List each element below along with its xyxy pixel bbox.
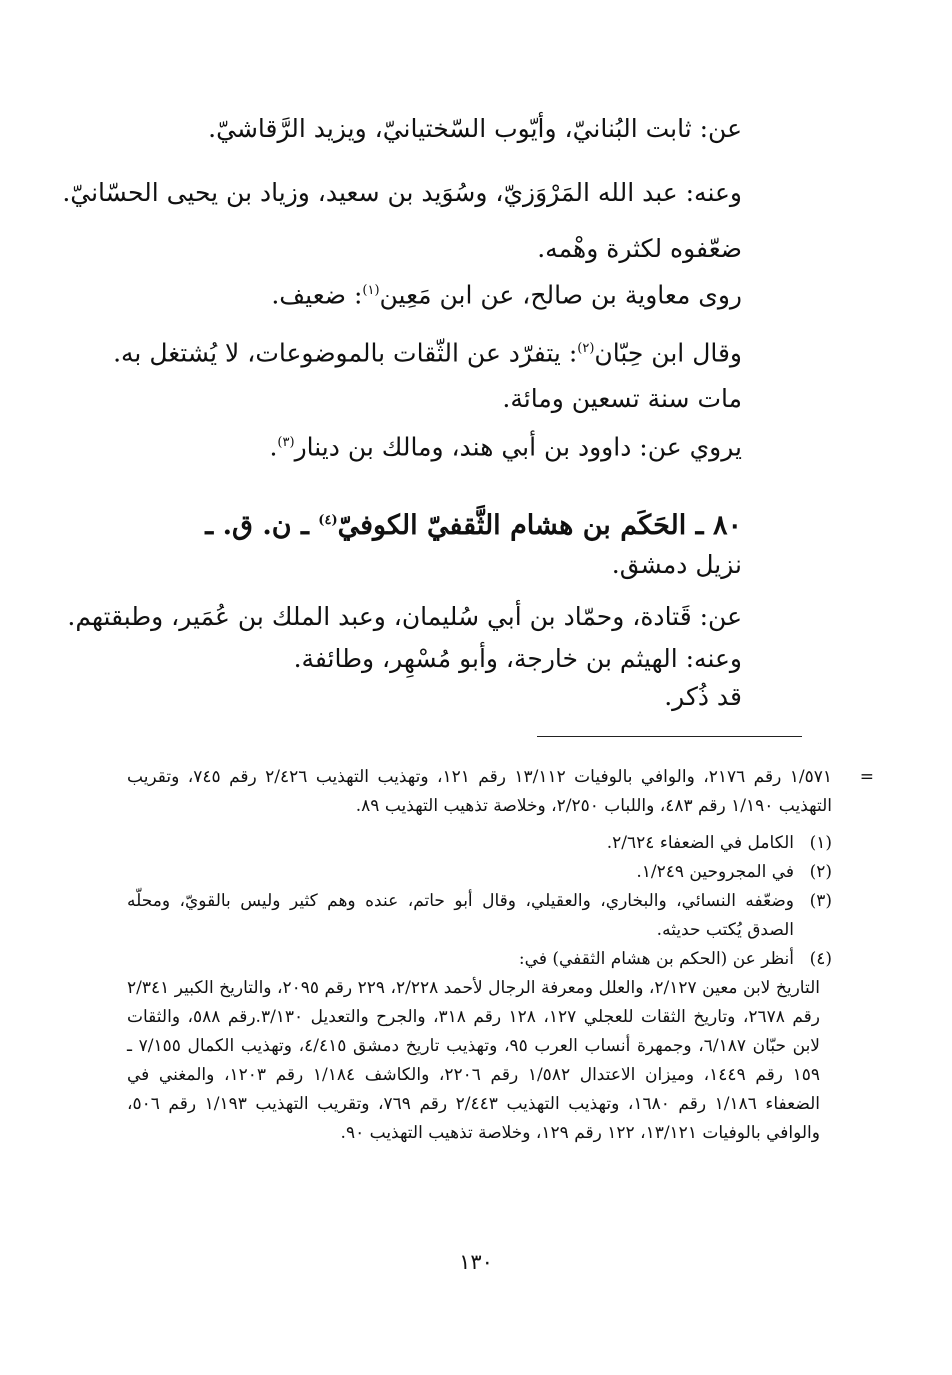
text-line: عن: ثابت البُنانيّ، وأيّوب السّختيانيّ، ويزيد الرَّقاشيّ. [208,114,742,143]
text-line: نزيل دمشق. [611,550,742,579]
footnote-mark: (٤) [809,949,832,969]
footnote-4-sources: التاريخ لابن معين ٢/١٢٧، والعلل ومعرفة الرجال لأحمد ٢/٢٢٨، ٢٢٩ رقم ٢٠٩٥، والتاريخ الكبير ٢/٣٤١ رقم ٢٦٧٨، وتاريخ الثقات للعجلي ١٢٧، ١٢٨ رقم ٣١٨، والجرح والتعديل ٣/١٣٠.رقم ٥٨٨، والثقات لابن حبّان ٦/١٨٧، وجمهرة أنساب العرب ٩٥، وتهذيب تاريخ دمشق ٤/٤١٥، وتهذيب الكمال ٧/١٥٥ ـ ١٥٩ رقم ١٤٤٩، وميزان الاعتدال ١/٥٨٢ رقم ٢٢٠٦، والكاشف ١/١٨٤ رقم ١٢٠٣، والمغني في الضعفاء ١/١٨٦ رقم ١٦٨٠، وتهذيب التهذيب ٢/٤٤٣ رقم ٧٦٩، وتقريب التهذيب ١/١٩٣ رقم ٥٠٦، والوافي بالوفيات ١٣/١٢١، ١٢٢ رقم ١٢٩، وخلاصة تذهيب التهذيب ٩٠. [127,978,821,1143]
text-line: عن: قَتادة، وحمّاد بن أبي سُليمان، وعبد الملك بن عُمَير، وطبقتهم. [67,602,742,631]
footnote-text: الكامل في الضعفاء ٢/٦٢٤. [606,833,794,853]
footnotes [127,763,874,1148]
text-segment: وقال ابن حِبّان [594,338,742,368]
footnote-2 [127,858,832,887]
text-segment: . [269,432,278,462]
text-segment: ٨٠ ـ الحَكَم بن هشام الثَّقفيّ الكوفيّ [337,510,742,541]
text-segment: يروي عن: داوود بن أبي هند، ومالك بن دينار [294,432,742,462]
footnote-mark: (٣) [809,891,832,911]
text-line: قد ذُكر. [664,682,742,711]
text-line: وعنه: عبد الله المَرْوَزيّ، وسُوَيد بن سعيد، وزياد بن يحيى الحسّانيّ. [62,178,742,207]
text-line: مات سنة تسعين ومائة. [502,384,742,413]
footnote-ref: (١) [362,283,380,298]
footnote-ref: (٣) [277,435,295,450]
continuation-mark: = [859,767,874,787]
footnote-text: وضعّفه النسائي، والبخاري، والعقيلي، وقال أبو حاتم، عنده وهم كثير وليس بالقويّ، ومحلّه الصدق يُكتب حديثه. [127,891,794,940]
text-line [113,332,742,370]
text-line [271,274,742,312]
text-segment: روى معاوية بن صالح، عن ابن مَعِين [379,280,742,310]
footnote-1 [127,829,832,858]
footnote-ref: (٢) [577,341,595,356]
text-line: ضعّفوه لكثرة وهْمه. [537,234,742,263]
text-line [269,426,742,464]
text-segment: ـ ن. ق. ـ [205,510,319,541]
page-number: ١٣٠ [459,1250,493,1274]
text-segment: : يتفرّد عن الثّقات بالموضوعات، لا يُشتغل به. [113,338,578,368]
text-line: وعنه: الهيثم بن خارجة، وأبو مُسْهِر، وطائفة. [293,644,742,673]
footnote-divider [537,736,802,737]
footnote-text: أنظر عن (الحكم بن هشام الثقفي) في: [518,949,794,969]
footnote-mark: (٢) [809,862,832,882]
footnote-text: ١/٥٧١ رقم ٢١٧٦، والوافي بالوفيات ١٣/١١٢ رقم ١٢١، وتهذيب التهذيب ٢/٤٢٦ رقم ٧٤٥، وتقريب التهذيب ١/١٩٠ رقم ٤٨٣، واللباب ٢/٢٥٠، وخلاصة تذهيب التهذيب ٨٩. [127,767,832,816]
entry-heading [205,504,742,543]
footnote-mark: (١) [809,833,832,853]
text-segment: : ضعيف. [271,280,363,310]
footnote-continuation [127,763,874,821]
footnote-3 [127,887,832,945]
footnote-4 [127,945,832,974]
footnote-ref: (٤) [318,513,338,528]
footnote-text: في المجروحين ١/٢٤٩. [636,862,794,882]
